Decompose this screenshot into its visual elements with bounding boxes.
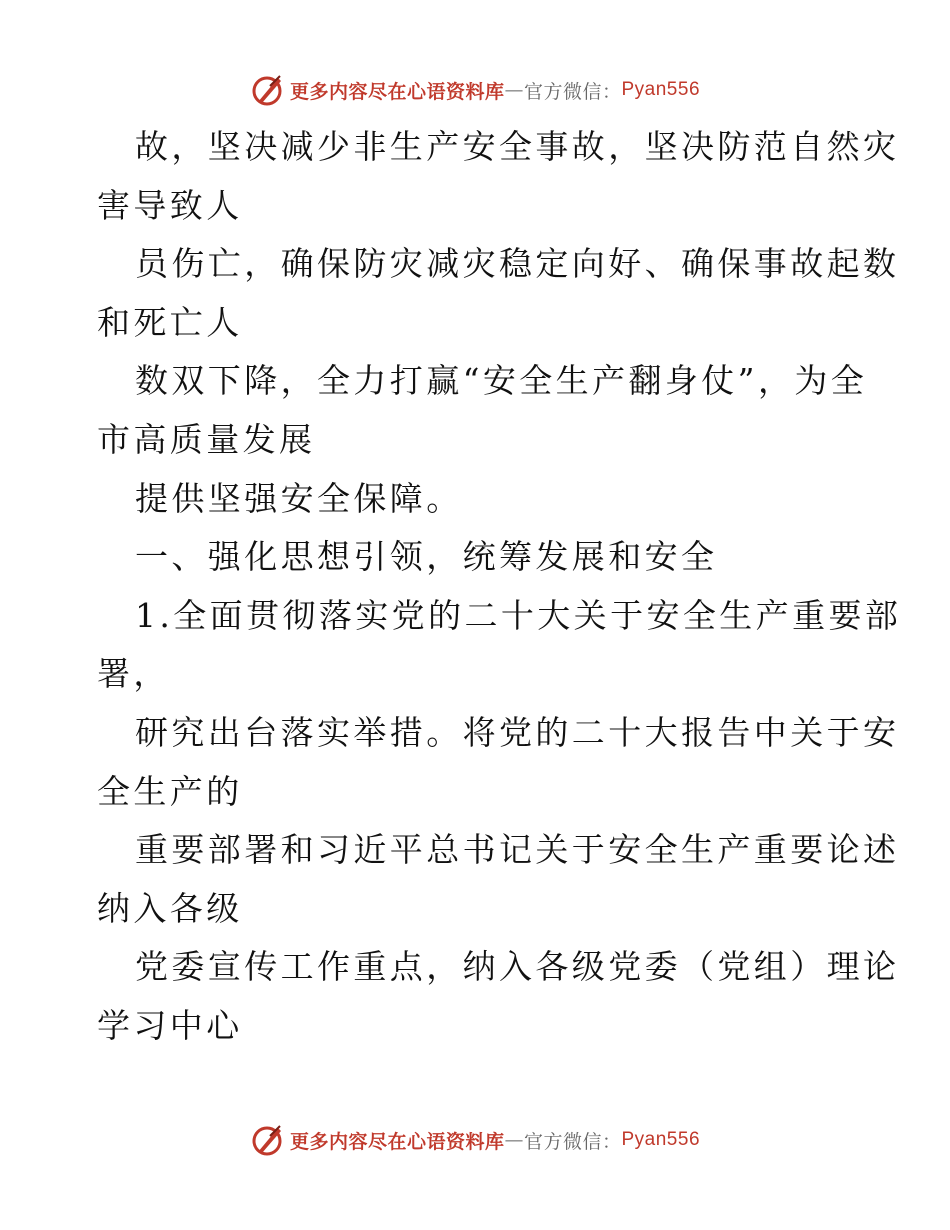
- text-line-16: 学习中心: [97, 1005, 243, 1045]
- watermark-wechat-id: Pyan556: [621, 1129, 701, 1150]
- text-line-15: 党委宣传工作重点，纳入各级党委（党组）理论: [135, 947, 900, 987]
- text-line-9: 1.全面贯彻落实党的二十大关于安全生产重要部: [135, 595, 902, 635]
- text-line-1: 故，坚决减少非生产安全事故，坚决防范自然灾: [135, 127, 900, 166]
- watermark-main-text: 更多内容尽在心语资料库: [289, 80, 505, 103]
- watermark-sub-text: 官方微信：: [523, 1130, 622, 1153]
- text-line-11: 研究出台落实举措。将党的二十大报告中关于安: [135, 712, 900, 752]
- watermark-dash: —: [504, 79, 524, 101]
- section-heading: 一、强化思想引领，统筹发展和安全: [135, 537, 718, 577]
- text-line-10: 署，: [97, 654, 170, 694]
- text-line-3: 员伤亡，确保防灾减灾稳定向好、确保事故起数: [135, 244, 900, 284]
- text-line-13: 重要部署和习近平总书记关于安全生产重要论述: [135, 830, 900, 870]
- text-line-14: 纳入各级: [97, 888, 243, 928]
- watermark-sub-text: 官方微信：: [523, 80, 622, 103]
- text-line-2: 害导致人: [97, 185, 243, 225]
- quill-logo-icon: [250, 1122, 286, 1158]
- footer-watermark: [0, 1120, 950, 1160]
- text-line-12: 全生产的: [97, 771, 243, 811]
- header-watermark: [0, 70, 950, 110]
- quill-logo-icon: [250, 72, 286, 108]
- document-body: [97, 118, 902, 1056]
- watermark-wechat-id: Pyan556: [621, 79, 701, 100]
- watermark-dash: —: [504, 1129, 524, 1151]
- text-line-4: 和死亡人: [97, 302, 243, 342]
- watermark-main-text: 更多内容尽在心语资料库: [289, 1130, 505, 1153]
- text-line-7: 提供坚强安全保障。: [135, 478, 463, 518]
- text-line-6: 市高质量发展: [97, 419, 316, 459]
- text-line-5: 数双下降，全力打赢“安全生产翻身仗”，为全: [135, 361, 868, 401]
